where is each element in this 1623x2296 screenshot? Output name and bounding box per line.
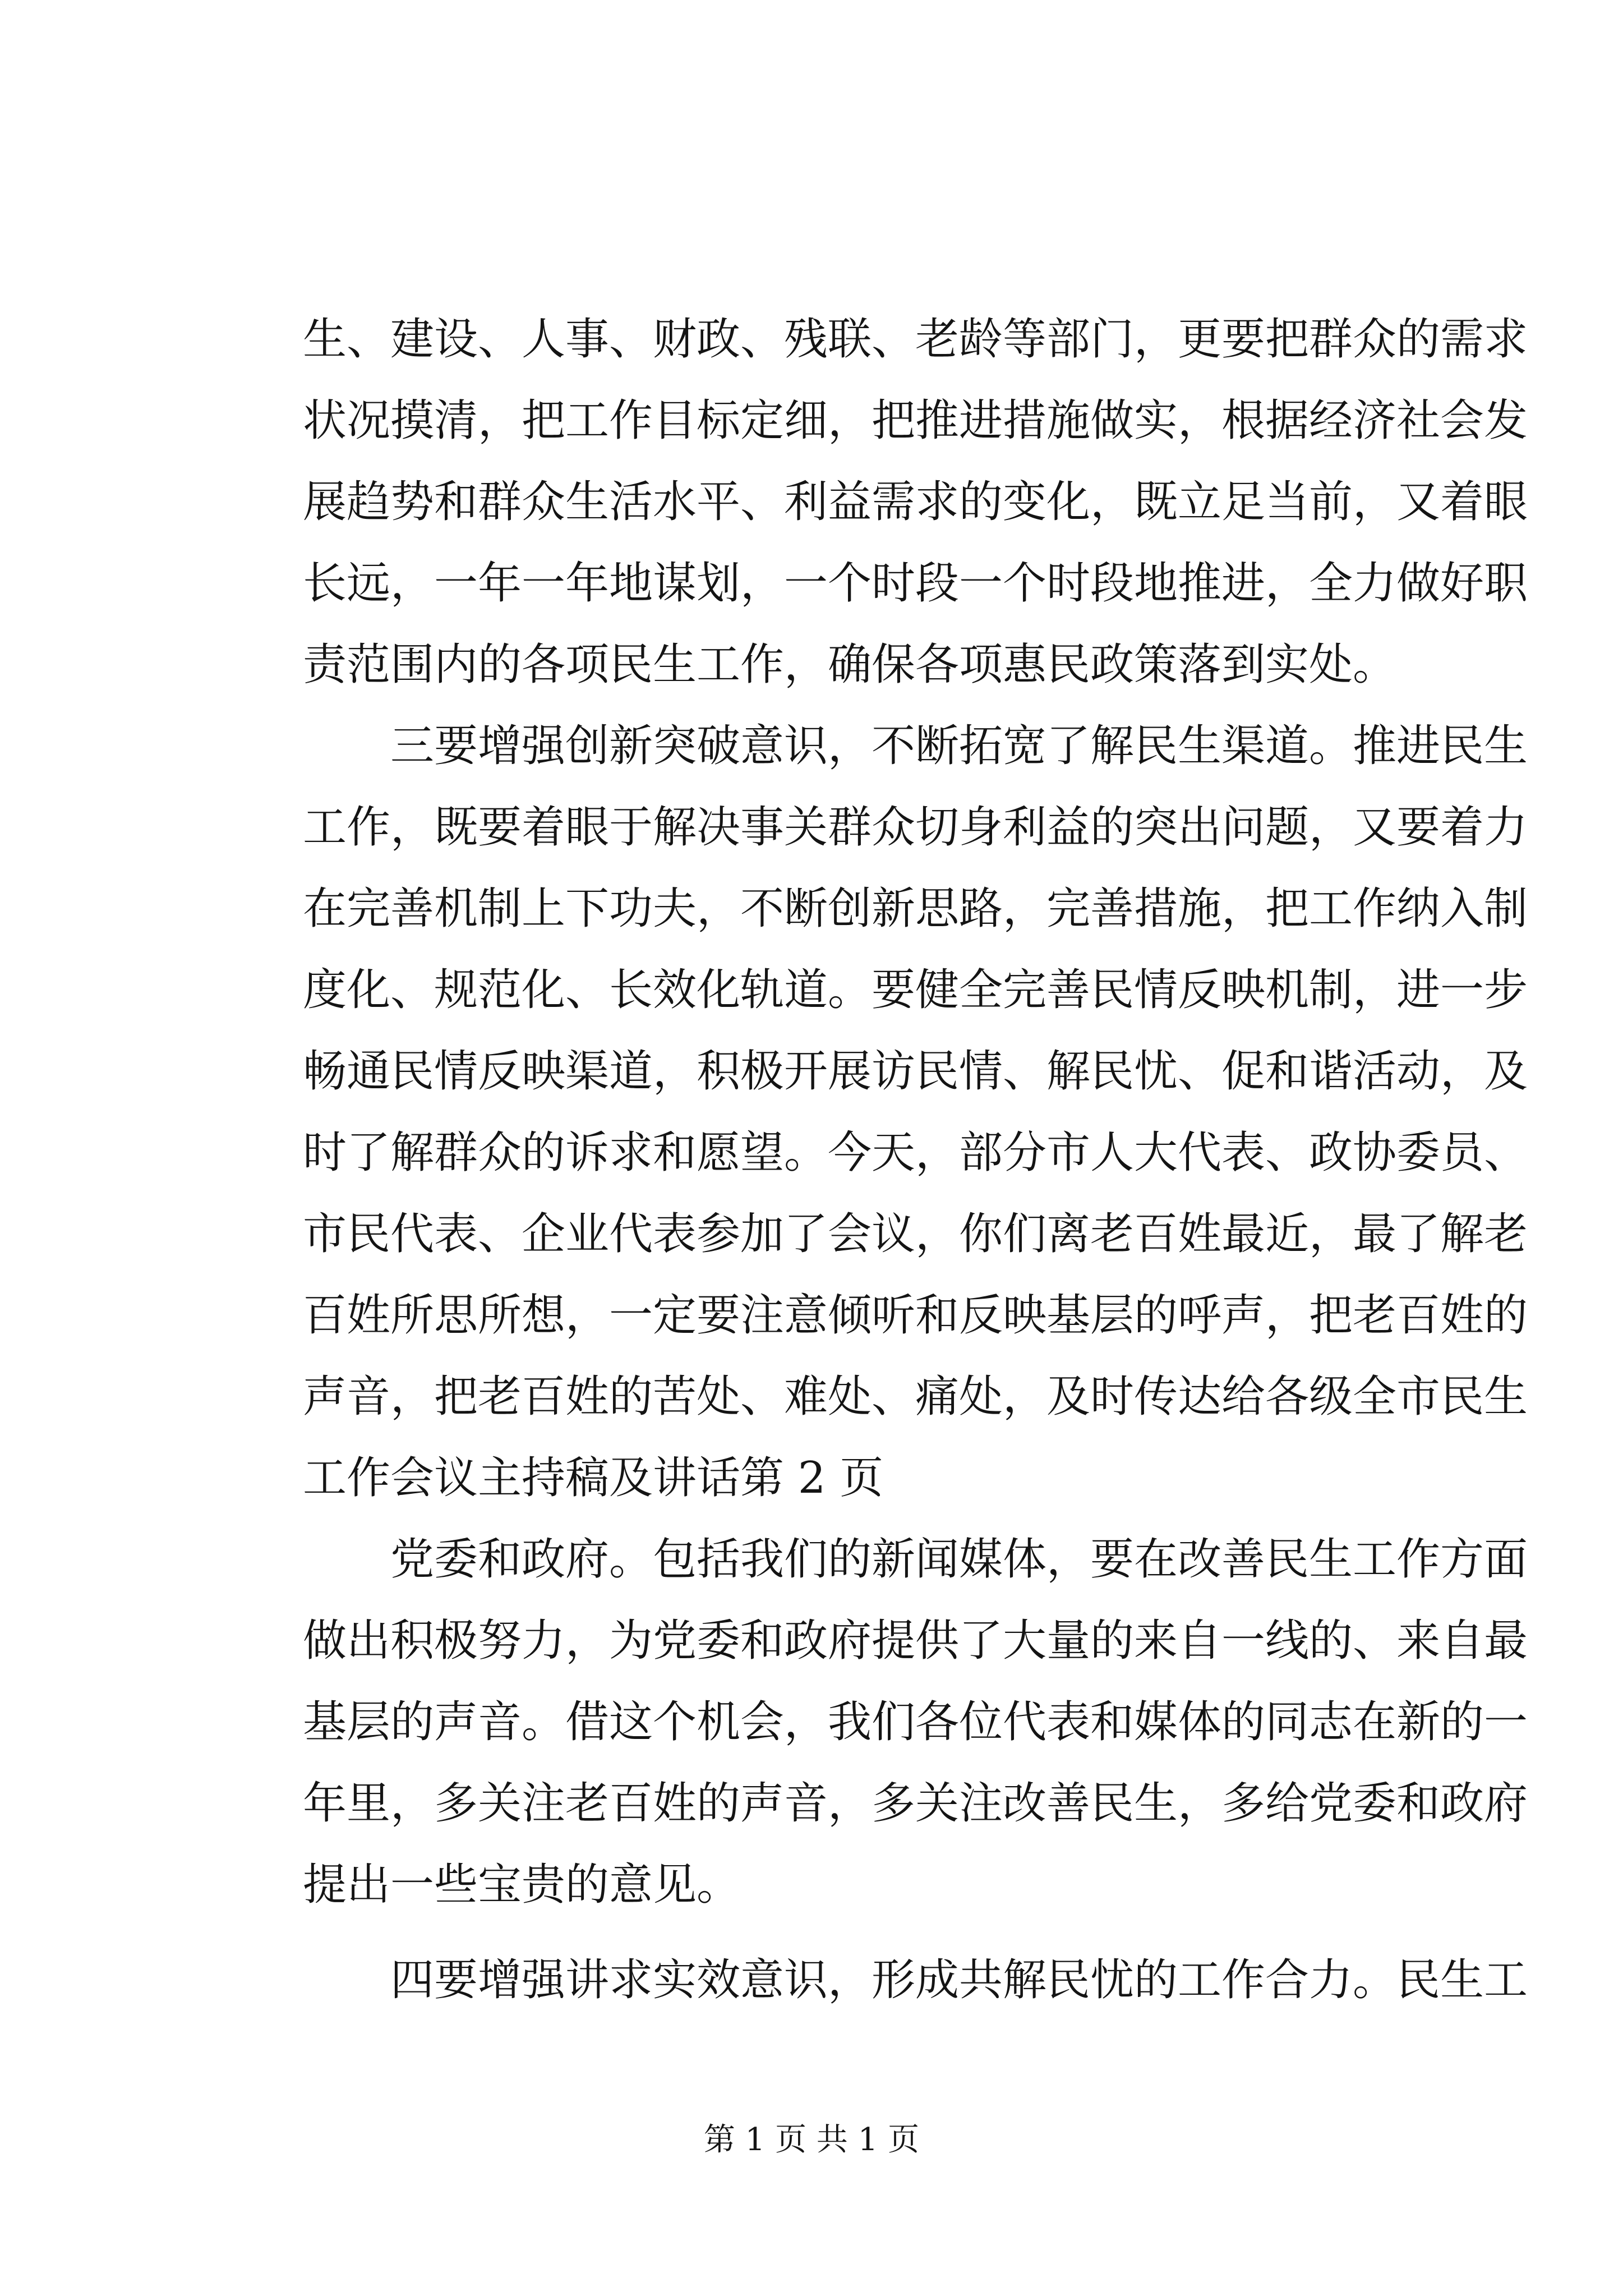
body-line: 畅通民情反映渠道，积极开展访民情、解民忧、促和谐活动，及 [303, 1046, 1528, 1097]
body-line: 度化、规范化、长效化轨道。要健全完善民情反映机制，进一步 [303, 965, 1528, 1015]
body-line: 生、建设、人事、财政、残联、老龄等部门，更要把群众的需求 [303, 314, 1528, 365]
body-line: 三要增强创新突破意识，不断拓宽了解民生渠道。推进民生 [303, 721, 1528, 771]
body-line: 四要增强讲求实效意识，形成共解民忧的工作合力。民生工 [303, 1955, 1528, 2005]
body-line: 工作会议主持稿及讲话第 2 页 [303, 1453, 884, 1503]
body-line: 状况摸清，把工作目标定细，把推进措施做实，根据经济社会发 [303, 395, 1528, 446]
body-line: 年里，多关注老百姓的声音，多关注改善民生，多给党委和政府 [303, 1778, 1528, 1829]
body-line: 做出积极努力，为党委和政府提供了大量的来自一线的、来自最 [303, 1616, 1528, 1666]
body-line: 时了解群众的诉求和愿望。今天，部分市人大代表、政协委员、 [303, 1128, 1528, 1178]
body-line: 提出一些宝贵的意见。 [303, 1860, 741, 1910]
body-line: 百姓所思所想，一定要注意倾听和反映基层的呼声，把老百姓的 [303, 1290, 1528, 1341]
body-line: 责范围内的各项民生工作，确保各项惠民政策落到实处。 [303, 639, 1397, 690]
body-line: 在完善机制上下功夫，不断创新思路，完善措施，把工作纳入制 [303, 884, 1528, 934]
body-line: 市民代表、企业代表参加了会议，你们离老百姓最近，最了解老 [303, 1209, 1528, 1259]
body-line: 展趋势和群众生活水平、利益需求的变化，既立足当前，又着眼 [303, 477, 1528, 527]
body-line: 长远，一年一年地谋划，一个时段一个时段地推进，全力做好职 [303, 558, 1528, 609]
body-line: 基层的声音。借这个机会，我们各位代表和媒体的同志在新的一 [303, 1697, 1528, 1747]
body-line: 声音，把老百姓的苦处、难处、痛处，及时传达给各级全市民生 [303, 1372, 1528, 1422]
page-footer: 第 1 页 共 1 页 [703, 2122, 920, 2158]
body-line: 党委和政府。包括我们的新闻媒体，要在改善民生工作方面 [303, 1534, 1528, 1585]
body-line: 工作，既要着眼于解决事关群众切身利益的突出问题，又要着力 [303, 802, 1528, 853]
